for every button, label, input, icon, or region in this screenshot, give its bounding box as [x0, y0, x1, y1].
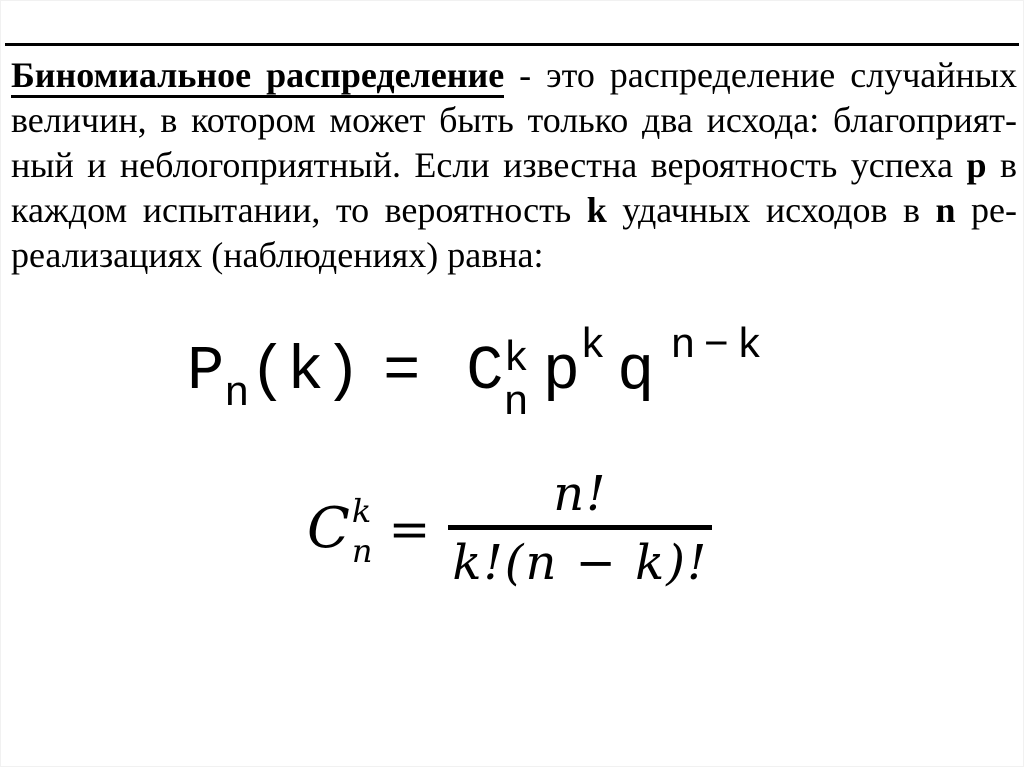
fraction — [448, 466, 712, 592]
symbol-p: p — [542, 336, 580, 407]
symbol-C: C — [466, 336, 504, 407]
argument-k: (k) — [249, 336, 362, 407]
superscript-n-minus-k: n−k — [670, 321, 770, 370]
superscript-k: k — [503, 335, 529, 383]
definition-paragraph — [11, 53, 1017, 278]
combinations-lhs — [307, 489, 372, 569]
symbol-P: P — [187, 336, 225, 407]
paragraph-line-2 — [11, 98, 1017, 143]
line-5-text: реализациях (наблюдениях) равна: — [11, 235, 544, 275]
symbol-q: q — [617, 336, 655, 407]
subscript-n: n — [503, 379, 529, 428]
formula-combinations — [307, 466, 712, 592]
line-3-text: ный и неблогоприятный. Если известна вероятность успеха — [11, 145, 967, 185]
symbol-C: C — [307, 495, 350, 561]
equals-sign: = — [388, 499, 431, 558]
term-binomial-distribution: Биномиальное распределение — [11, 55, 504, 98]
variable-n: n — [935, 190, 956, 230]
c-sup-sub-stack — [503, 335, 529, 428]
line-4-tail: ре- — [955, 190, 1017, 230]
line-4-text: каждом испытании, то вероятность — [11, 190, 587, 230]
line-1-text: - это распределение случайных — [504, 55, 1017, 95]
top-divider-rule — [5, 43, 1019, 46]
paragraph-line-5 — [11, 233, 1017, 278]
variable-k: k — [586, 190, 607, 230]
paragraph-line-3 — [11, 143, 1017, 188]
fraction-numerator: n! — [448, 469, 712, 530]
superscript-k: k — [579, 321, 606, 370]
formula-binomial-probability — [187, 321, 770, 429]
subscript-n: n — [351, 531, 373, 570]
fraction-denominator: k!(n − k)! — [452, 535, 709, 592]
paragraph-line-1 — [11, 53, 1017, 98]
equals-sign: = — [383, 336, 421, 407]
variable-p: p — [966, 145, 987, 185]
line-4-mid: удачных исходов в — [606, 190, 936, 230]
line-3-tail: в — [986, 145, 1017, 185]
line-2-text: величин, в котором может быть только два исхода: благоприят- — [11, 100, 1017, 140]
paragraph-line-4 — [11, 188, 1017, 233]
subscript-n: n — [224, 369, 250, 418]
superscript-k: k — [351, 491, 372, 530]
c-sup-sub-stack — [352, 491, 373, 571]
